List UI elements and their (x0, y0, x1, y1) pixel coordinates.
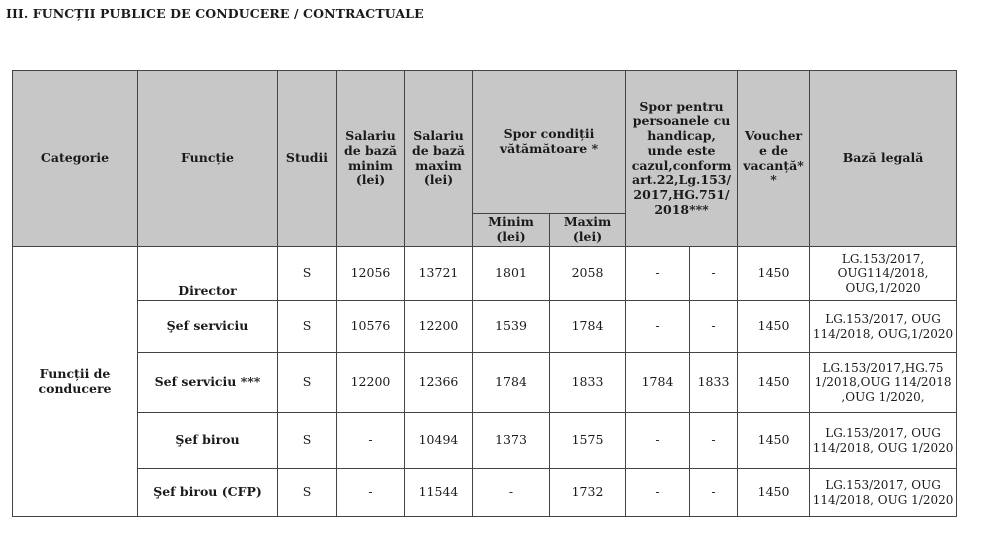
spor-minim-cell: - (473, 469, 550, 517)
header-baza-legala: Bază legală (810, 71, 957, 247)
spor-maxim-cell: 1833 (550, 353, 626, 413)
salariu-maxim-cell: 12200 (405, 301, 473, 353)
baza-legala-cell: LG.153/2017, OUG 114/2018, OUG 1/2020 (810, 469, 957, 517)
salariu-maxim-cell: 12366 (405, 353, 473, 413)
spor-maxim-cell: 1784 (550, 301, 626, 353)
section-title: III. FUNCȚII PUBLICE DE CONDUCERE / CONTRACTUALE (6, 6, 424, 21)
voucher-cell: 1450 (738, 247, 810, 301)
spor-handicap-1-cell: - (626, 413, 690, 469)
table-row (13, 301, 957, 353)
functie-cell: Sef serviciu *** (138, 353, 278, 413)
voucher-cell: 1450 (738, 301, 810, 353)
spor-minim-cell: 1373 (473, 413, 550, 469)
header-studii: Studii (278, 71, 337, 247)
baza-legala-cell: LG.153/2017, OUG 114/2018, OUG,1/2020 (810, 301, 957, 353)
functie-cell: Director (138, 247, 278, 301)
salariu-minim-cell: 12200 (337, 353, 405, 413)
voucher-cell: 1450 (738, 353, 810, 413)
spor-minim-cell: 1539 (473, 301, 550, 353)
table-row (13, 353, 957, 413)
studii-cell: S (278, 247, 337, 301)
category-cell: Funcții de conducere (13, 247, 138, 517)
salariu-minim-cell: 10576 (337, 301, 405, 353)
header-categorie: Categorie (13, 71, 138, 247)
spor-maxim-cell: 1575 (550, 413, 626, 469)
studii-cell: S (278, 469, 337, 517)
salariu-maxim-cell: 10494 (405, 413, 473, 469)
header-spor-maxim: Maxim (lei) (550, 214, 626, 247)
studii-cell: S (278, 353, 337, 413)
header-spor-conditii: Spor condiții vătămătoare * (473, 71, 626, 214)
table-row (13, 469, 957, 517)
table-row (13, 247, 957, 301)
header-salariu-maxim: Salariu de bază maxim (lei) (405, 71, 473, 247)
salariu-maxim-cell: 13721 (405, 247, 473, 301)
spor-maxim-cell: 1732 (550, 469, 626, 517)
header-spor-minim: Minim (lei) (473, 214, 550, 247)
voucher-cell: 1450 (738, 413, 810, 469)
functie-cell: Şef serviciu (138, 301, 278, 353)
table-row (13, 413, 957, 469)
header-spor-handicap: Spor pentru persoanele cu handicap, unde este cazul,conform art.22,Lg.153/ 2017,HG.751/ 2018*** (626, 71, 738, 247)
spor-handicap-1-cell: - (626, 247, 690, 301)
header-salariu-minim: Salariu de bază minim (lei) (337, 71, 405, 247)
salary-table (12, 70, 957, 517)
functie-cell: Şef birou (138, 413, 278, 469)
salariu-maxim-cell: 11544 (405, 469, 473, 517)
spor-minim-cell: 1801 (473, 247, 550, 301)
spor-handicap-2-cell: - (690, 469, 738, 517)
spor-handicap-2-cell: - (690, 301, 738, 353)
spor-handicap-1-cell: 1784 (626, 353, 690, 413)
spor-handicap-2-cell: 1833 (690, 353, 738, 413)
studii-cell: S (278, 301, 337, 353)
baza-legala-cell: LG.153/2017, OUG 114/2018, OUG 1/2020 (810, 413, 957, 469)
spor-handicap-2-cell: - (690, 247, 738, 301)
functie-cell: Şef birou (CFP) (138, 469, 278, 517)
header-voucher: Voucher e de vacanță* * (738, 71, 810, 247)
studii-cell: S (278, 413, 337, 469)
spor-minim-cell: 1784 (473, 353, 550, 413)
baza-legala-cell: LG.153/2017,HG.75 1/2018,OUG 114/2018 ,OUG 1/2020, (810, 353, 957, 413)
spor-handicap-1-cell: - (626, 301, 690, 353)
voucher-cell: 1450 (738, 469, 810, 517)
spor-maxim-cell: 2058 (550, 247, 626, 301)
baza-legala-cell: LG.153/2017, OUG114/2018, OUG,1/2020 (810, 247, 957, 301)
header-functie: Funcție (138, 71, 278, 247)
spor-handicap-2-cell: - (690, 413, 738, 469)
salariu-minim-cell: - (337, 469, 405, 517)
salariu-minim-cell: 12056 (337, 247, 405, 301)
spor-handicap-1-cell: - (626, 469, 690, 517)
salariu-minim-cell: - (337, 413, 405, 469)
